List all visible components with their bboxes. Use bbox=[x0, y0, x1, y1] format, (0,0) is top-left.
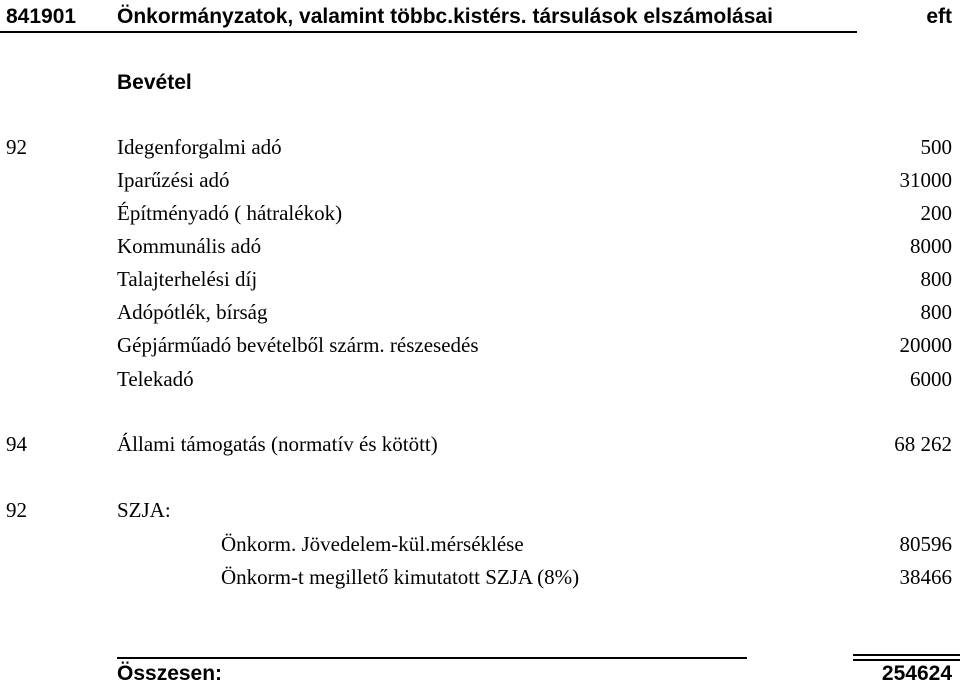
szja-row-value: 80596 bbox=[899, 532, 952, 556]
szja-row-label: Önkorm-t megillető kimutatott SZJA (8%) bbox=[221, 565, 580, 589]
row-label: Iparűzési adó bbox=[117, 168, 230, 192]
unit-label: eft bbox=[926, 5, 952, 28]
row-value: 20000 bbox=[899, 333, 952, 357]
tax-group-code: 92 bbox=[6, 135, 27, 159]
state-support-code: 94 bbox=[6, 432, 27, 456]
row-label: Építményadó ( hátralékok) bbox=[117, 201, 343, 225]
row-value: 800 bbox=[920, 300, 952, 324]
row-value: 200 bbox=[920, 201, 952, 225]
row-value: 31000 bbox=[899, 168, 952, 192]
account-code: 841901 bbox=[6, 5, 77, 28]
row-value: 800 bbox=[920, 267, 952, 291]
row-label: Gépjárműadó bevételből szárm. részesedés bbox=[117, 333, 479, 357]
page-title: Önkormányzatok, valamint többc.kistérs. társulások elszámolásai bbox=[117, 5, 773, 28]
row-label: Kommunális adó bbox=[117, 234, 262, 258]
row-label: Idegenforgalmi adó bbox=[117, 135, 282, 159]
szja-label: SZJA: bbox=[117, 498, 171, 522]
szja-code: 92 bbox=[6, 498, 27, 522]
row-label: Telekadó bbox=[117, 367, 194, 391]
row-value: 6000 bbox=[910, 367, 952, 391]
row-value: 500 bbox=[920, 135, 952, 159]
szja-row-value: 38466 bbox=[899, 565, 952, 589]
section-title: Bevétel bbox=[117, 71, 192, 94]
state-support-value: 68 262 bbox=[894, 432, 952, 456]
header-underline bbox=[0, 31, 857, 33]
row-label: Talajterhelési díj bbox=[117, 267, 258, 291]
total-rule-right-top bbox=[853, 654, 960, 656]
row-value: 8000 bbox=[910, 234, 952, 258]
total-rule-right-bottom bbox=[853, 659, 960, 661]
state-support-label: Állami támogatás (normatív és kötött) bbox=[117, 432, 438, 456]
total-label: Összesen: bbox=[117, 662, 223, 685]
total-value: 254624 bbox=[881, 662, 952, 685]
total-rule-left bbox=[117, 657, 747, 659]
szja-row-label: Önkorm. Jövedelem-kül.mérséklése bbox=[221, 532, 524, 556]
row-label: Adópótlék, bírság bbox=[117, 300, 268, 324]
